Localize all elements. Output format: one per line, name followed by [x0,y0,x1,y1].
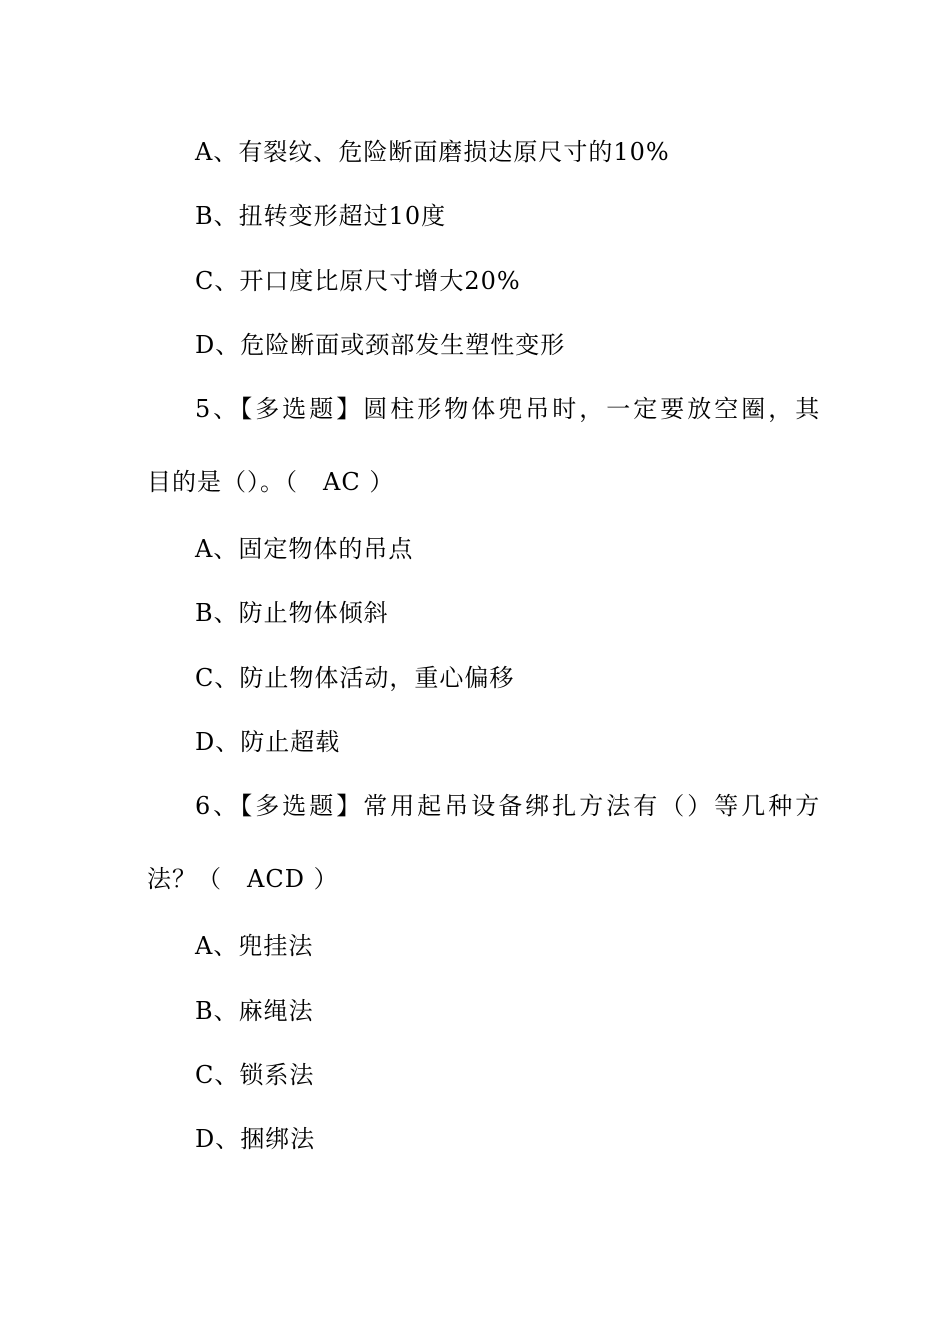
q6-option-a: A、兜挂法 [195,932,314,960]
q6-question-line2: 法？（ ACD ） [147,865,339,893]
q4-option-d: D、危险断面或颈部发生塑性变形 [195,331,566,359]
q6-option-d: D、捆绑法 [195,1125,316,1153]
q4-option-c: C、开口度比原尺寸增大20% [195,267,521,295]
q4-option-a: A、有裂纹、危险断面磨损达原尺寸的10% [195,138,670,166]
q5-question-line2: 目的是（）。（ AC ） [147,468,395,496]
q6-question-line1: 6、【多选题】常用起吊设备绑扎方法有（）等几种方 [195,792,823,820]
q6-option-b: B、麻绳法 [195,997,314,1025]
q5-question-line1: 5、【多选题】圆柱形物体兜吊时，一定要放空圈，其 [195,395,823,423]
q5-option-c: C、防止物体活动，重心偏移 [195,664,515,692]
q4-option-b: B、扭转变形超过10度 [195,202,447,230]
q5-option-a: A、固定物体的吊点 [195,535,414,563]
q5-option-d: D、防止超载 [195,728,341,756]
q6-option-c: C、锁系法 [195,1061,315,1089]
q5-option-b: B、防止物体倾斜 [195,599,389,627]
